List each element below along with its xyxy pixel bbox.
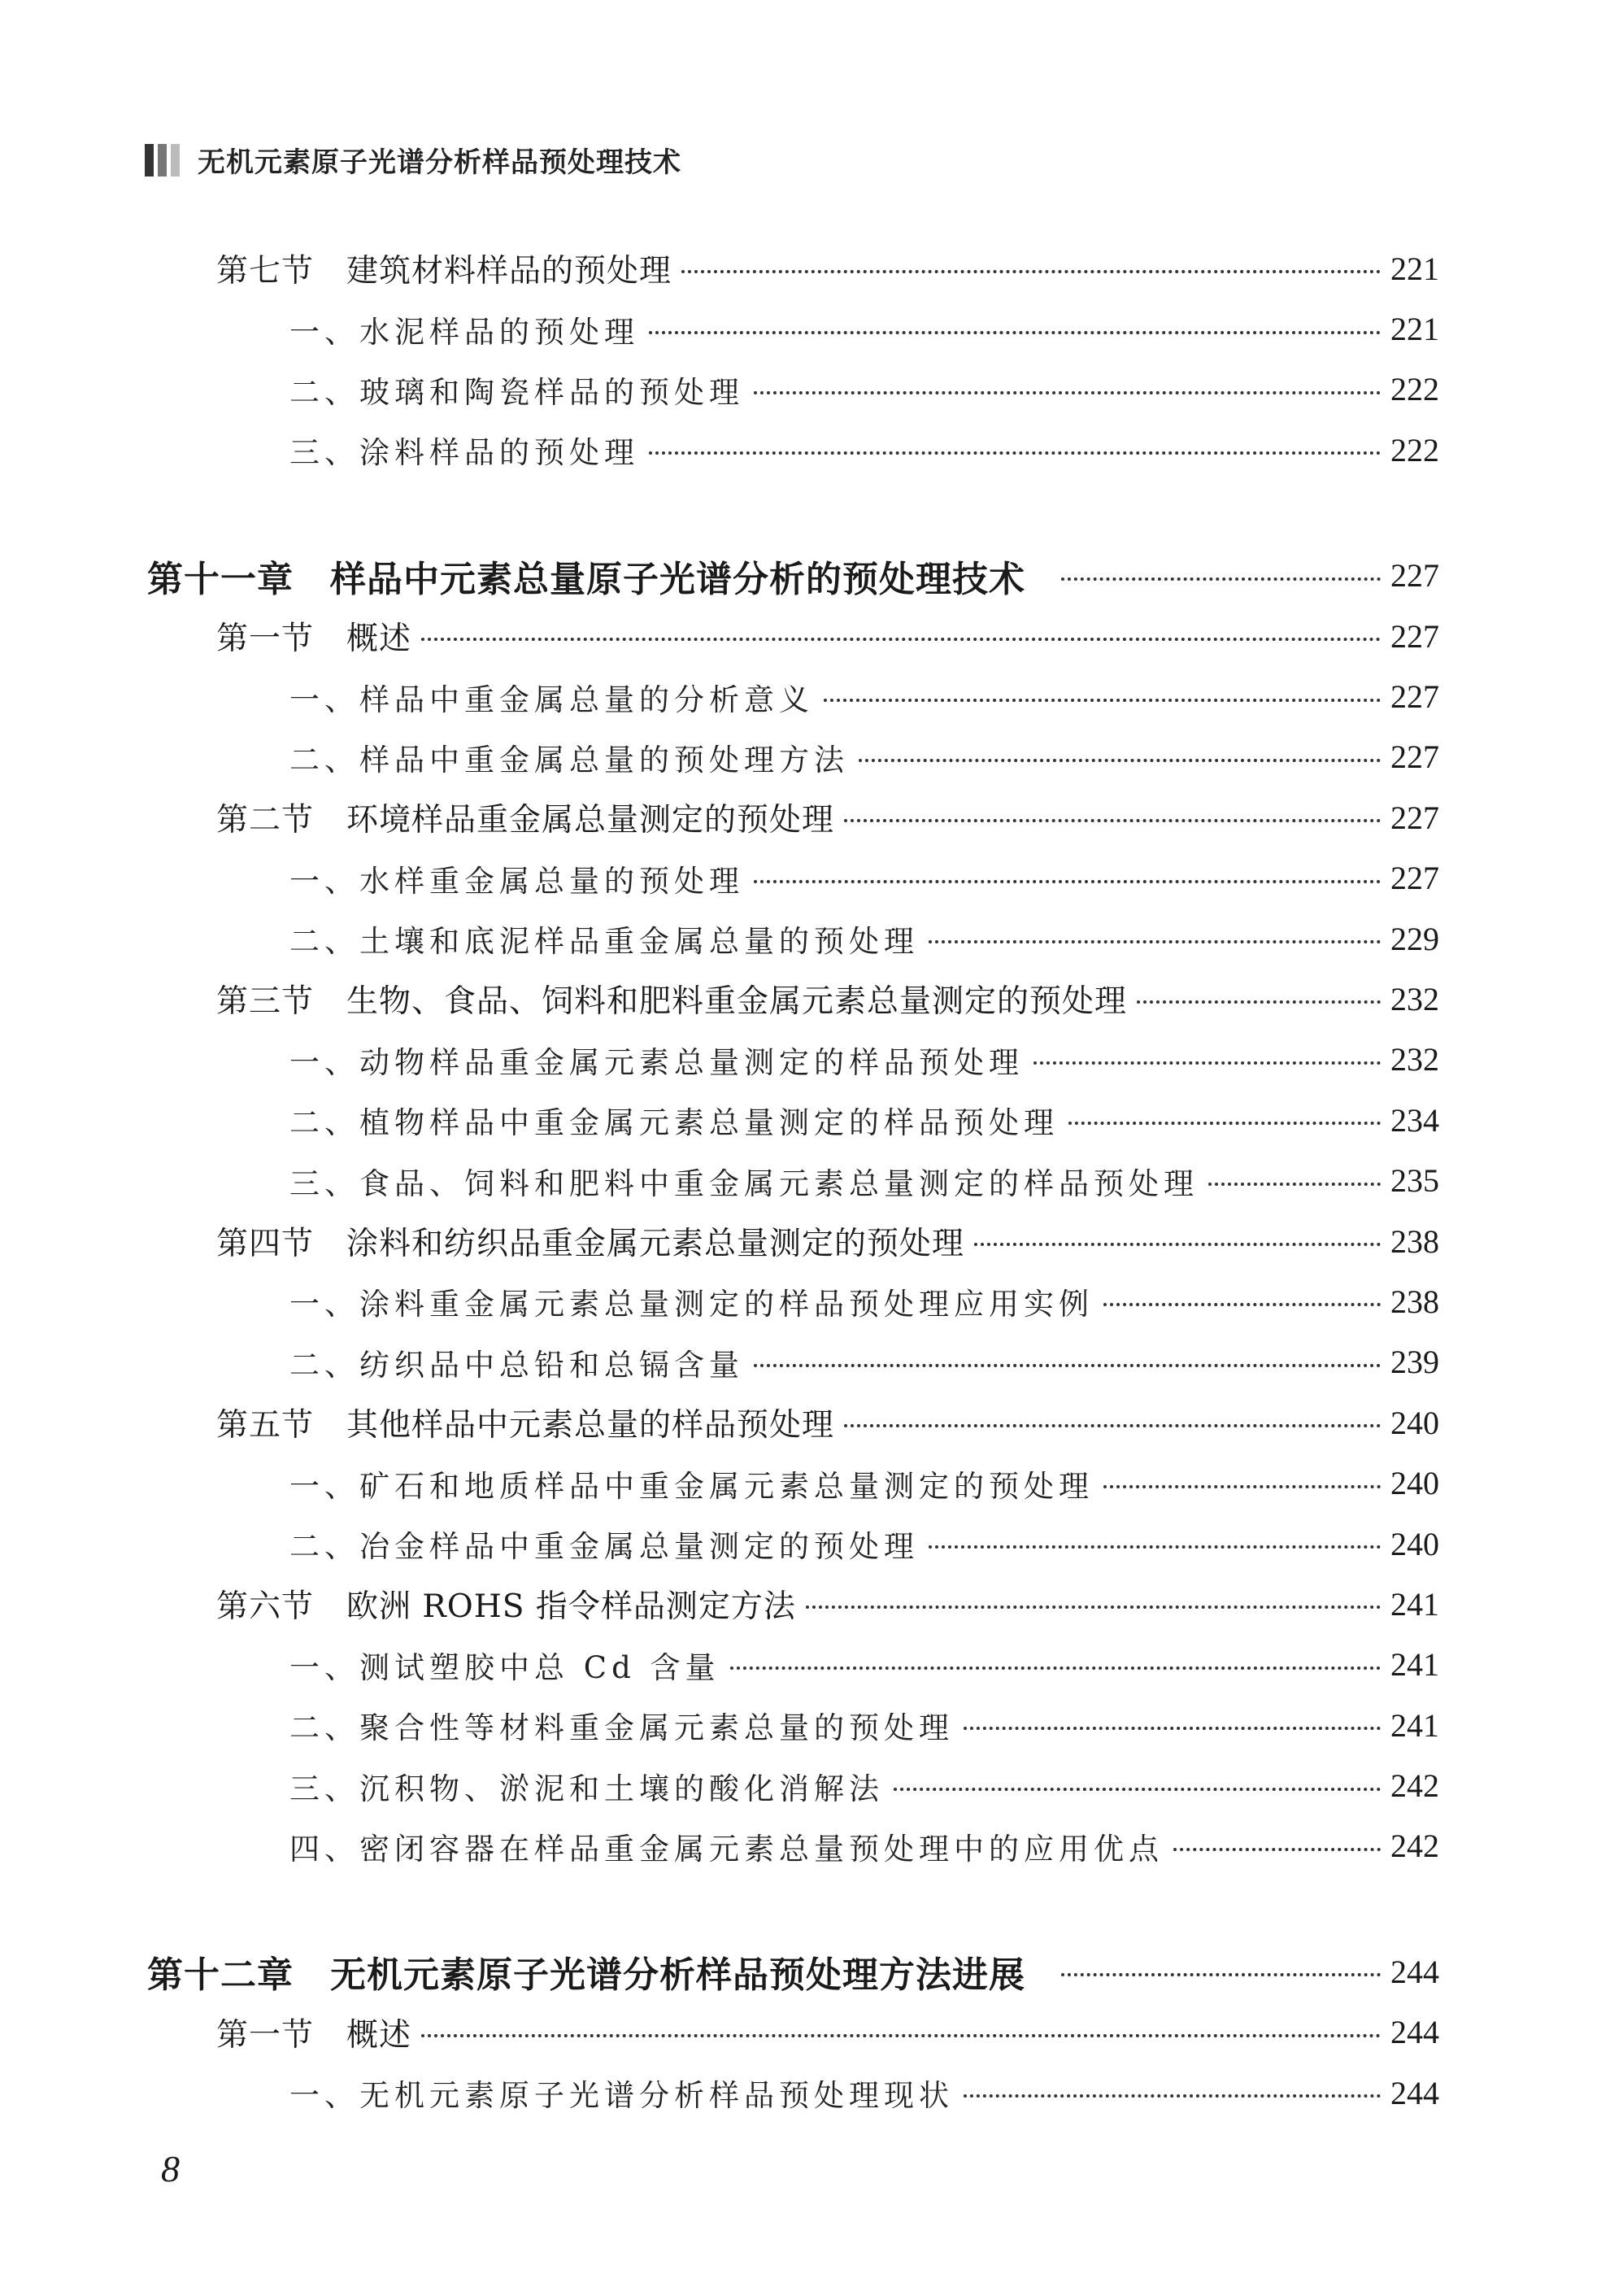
toc-entry-title: 第六节 欧洲 ROHS 指令样品测定方法 bbox=[216, 1588, 796, 1626]
toc-entry-page: 235 bbox=[1390, 1162, 1439, 1200]
toc-entry-title: 二、聚合性等材料重金属元素总量的预处理 bbox=[289, 1710, 954, 1746]
dot-leader bbox=[1033, 1061, 1381, 1065]
toc-entry-title: 一、无机元素原子光谱分析样品预处理现状 bbox=[289, 2078, 954, 2114]
dot-leader bbox=[1137, 1000, 1381, 1004]
dot-leader bbox=[1068, 1122, 1381, 1125]
dot-leader bbox=[964, 2094, 1381, 2098]
toc-entry-title: 一、矿石和地质样品中重金属元素总量测定的预处理 bbox=[289, 1468, 1094, 1504]
book-title: 无机元素原子光谱分析样品预处理技术 bbox=[198, 146, 681, 179]
toc-entry-title: 二、纺织品中总铅和总镉含量 bbox=[289, 1347, 744, 1383]
toc-entry-title: 第一节 概述 bbox=[216, 2016, 412, 2054]
toc-entry-title: 一、动物样品重金属元素总量测定的样品预处理 bbox=[289, 1044, 1024, 1080]
toc-entry-title: 第一节 概述 bbox=[216, 621, 412, 658]
toc-entry-title: 第三节 生物、食品、饲料和肥料重金属元素总量测定的预处理 bbox=[216, 983, 1128, 1021]
dot-leader bbox=[1208, 1183, 1381, 1186]
toc-entry-title: 一、涂料重金属元素总量测定的样品预处理应用实例 bbox=[289, 1287, 1094, 1322]
dot-leader bbox=[421, 638, 1381, 641]
toc-section-entry[interactable] bbox=[0, 787, 1623, 847]
dot-leader bbox=[824, 699, 1381, 702]
toc-entry-page: 242 bbox=[1390, 1767, 1439, 1805]
running-head bbox=[145, 140, 681, 180]
toc-entry-page: 227 bbox=[1390, 799, 1439, 836]
dot-leader bbox=[754, 391, 1381, 394]
toc-entry-title: 第四节 涂料和纺织品重金属元素总量测定的预处理 bbox=[216, 1226, 965, 1263]
dot-leader bbox=[1061, 1973, 1381, 1976]
dot-leader bbox=[649, 331, 1381, 334]
toc-section-entry[interactable] bbox=[0, 1574, 1623, 1634]
toc-entry-title: 三、涂料样品的预处理 bbox=[289, 435, 639, 471]
toc-item-entry[interactable] bbox=[0, 848, 1623, 908]
header-bars-decoration bbox=[145, 144, 180, 176]
toc-entry-page: 234 bbox=[1390, 1101, 1439, 1139]
dot-leader bbox=[929, 1545, 1381, 1549]
toc-item-entry[interactable] bbox=[0, 908, 1623, 969]
toc-item-entry[interactable] bbox=[0, 1695, 1623, 1755]
dot-leader bbox=[859, 759, 1381, 762]
dot-leader bbox=[649, 451, 1381, 455]
toc-entry-page: 244 bbox=[1390, 2074, 1439, 2111]
toc-item-entry[interactable] bbox=[0, 2063, 1623, 2123]
toc-entry-page: 241 bbox=[1390, 1646, 1439, 1684]
toc-section-entry[interactable] bbox=[0, 606, 1623, 666]
dot-leader bbox=[964, 1727, 1381, 1730]
dot-leader bbox=[1061, 577, 1381, 581]
toc-entry-title: 一、样品中重金属总量的分析意义 bbox=[289, 682, 814, 717]
toc-entry-title: 三、食品、饲料和肥料中重金属元素总量测定的样品预处理 bbox=[289, 1165, 1199, 1201]
toc-entry-page: 244 bbox=[1390, 1953, 1439, 1990]
dot-leader bbox=[730, 1666, 1381, 1670]
toc-entry-page: 240 bbox=[1390, 1525, 1439, 1562]
toc-chapter-entry[interactable] bbox=[0, 1941, 1623, 2002]
toc-entry-page: 241 bbox=[1390, 1706, 1439, 1744]
toc-section-entry[interactable] bbox=[0, 969, 1623, 1029]
toc-section-entry[interactable] bbox=[0, 1211, 1623, 1271]
dot-leader bbox=[844, 819, 1381, 822]
toc-chapter-entry[interactable] bbox=[0, 546, 1623, 606]
toc-entry-page: 244 bbox=[1390, 2014, 1439, 2051]
toc-entry-page: 227 bbox=[1390, 617, 1439, 655]
toc-entry-title: 二、土壤和底泥样品重金属总量的预处理 bbox=[289, 924, 919, 960]
toc-entry-title: 第五节 其他样品中元素总量的样品预处理 bbox=[216, 1407, 835, 1444]
toc-entry-title: 四、密闭容器在样品重金属元素总量预处理中的应用优点 bbox=[289, 1831, 1164, 1867]
toc-section-entry[interactable] bbox=[0, 1392, 1623, 1453]
page-number: 8 bbox=[161, 2148, 180, 2189]
toc-entry-page: 229 bbox=[1390, 920, 1439, 957]
toc-section-entry[interactable] bbox=[0, 238, 1623, 298]
toc-item-entry[interactable] bbox=[0, 1150, 1623, 1210]
toc-item-entry[interactable] bbox=[0, 1271, 1623, 1331]
toc-entry-title: 二、样品中重金属总量的预处理方法 bbox=[289, 742, 849, 778]
dot-leader bbox=[974, 1243, 1381, 1246]
toc-entry-page: 227 bbox=[1390, 738, 1439, 776]
toc-entry-title: 第十一章 样品中元素总量原子光谱分析的预处理技术 bbox=[147, 558, 1025, 600]
dot-leader bbox=[1173, 1848, 1381, 1851]
toc-entry-title: 一、水样重金属总量的预处理 bbox=[289, 863, 744, 899]
toc-entry-page: 221 bbox=[1390, 250, 1439, 287]
toc-entry-page: 239 bbox=[1390, 1344, 1439, 1381]
toc-entry-page: 242 bbox=[1390, 1828, 1439, 1865]
toc-entry-page: 232 bbox=[1390, 980, 1439, 1017]
dot-leader bbox=[929, 940, 1381, 943]
toc-item-entry[interactable] bbox=[0, 298, 1623, 359]
toc-entry-title: 第七节 建筑材料样品的预处理 bbox=[216, 253, 672, 290]
toc-entry-page: 222 bbox=[1390, 371, 1439, 408]
toc-entry-page: 238 bbox=[1390, 1283, 1439, 1320]
dot-leader bbox=[894, 1788, 1381, 1791]
dot-leader bbox=[754, 1364, 1381, 1367]
toc-entry-page: 240 bbox=[1390, 1404, 1439, 1441]
toc-entry-title: 一、测试塑胶中总 Cd 含量 bbox=[289, 1649, 720, 1685]
toc-entry-page: 222 bbox=[1390, 431, 1439, 468]
toc-item-entry[interactable] bbox=[0, 1453, 1623, 1513]
toc-item-entry[interactable] bbox=[0, 359, 1623, 420]
toc-item-entry[interactable] bbox=[0, 1332, 1623, 1392]
toc-item-entry[interactable] bbox=[0, 666, 1623, 726]
toc-section-entry[interactable] bbox=[0, 2002, 1623, 2063]
toc-item-entry[interactable] bbox=[0, 727, 1623, 787]
dot-leader bbox=[1103, 1303, 1381, 1306]
toc-entry-title: 二、冶金样品中重金属总量测定的预处理 bbox=[289, 1529, 919, 1564]
toc-entry-title: 一、水泥样品的预处理 bbox=[289, 314, 639, 350]
toc-entry-page: 227 bbox=[1390, 860, 1439, 897]
dot-leader bbox=[844, 1424, 1381, 1427]
toc-entry-page: 232 bbox=[1390, 1041, 1439, 1078]
header-bar bbox=[145, 144, 154, 176]
toc-entry-page: 240 bbox=[1390, 1465, 1439, 1502]
toc-item-entry[interactable] bbox=[0, 1514, 1623, 1574]
toc-entry-title: 二、植物样品中重金属元素总量测定的样品预处理 bbox=[289, 1105, 1059, 1141]
toc-entry-title: 第二节 环境样品重金属总量测定的预处理 bbox=[216, 802, 835, 839]
toc-entry-page: 227 bbox=[1390, 557, 1439, 595]
toc-item-entry[interactable] bbox=[0, 1090, 1623, 1150]
toc-item-entry[interactable] bbox=[0, 420, 1623, 480]
table-of-contents bbox=[0, 238, 1623, 2123]
toc-entry-title: 第十二章 无机元素原子光谱分析样品预处理方法进展 bbox=[147, 1954, 1025, 1997]
header-bar bbox=[158, 144, 167, 176]
toc-entry-page: 227 bbox=[1390, 678, 1439, 716]
dot-leader bbox=[1103, 1485, 1381, 1488]
toc-item-entry[interactable] bbox=[0, 1755, 1623, 1815]
toc-entry-page: 238 bbox=[1390, 1222, 1439, 1260]
dot-leader bbox=[754, 880, 1381, 883]
header-bar bbox=[171, 144, 180, 176]
toc-item-entry[interactable] bbox=[0, 1030, 1623, 1090]
toc-item-entry[interactable] bbox=[0, 1635, 1623, 1695]
toc-entry-page: 221 bbox=[1390, 311, 1439, 348]
dot-leader bbox=[806, 1605, 1381, 1609]
toc-entry-title: 二、玻璃和陶瓷样品的预处理 bbox=[289, 374, 744, 410]
toc-entry-page: 241 bbox=[1390, 1585, 1439, 1623]
dot-leader bbox=[681, 270, 1381, 273]
toc-item-entry[interactable] bbox=[0, 1816, 1623, 1876]
dot-leader bbox=[421, 2034, 1381, 2037]
toc-entry-title: 三、沉积物、淤泥和土壤的酸化消解法 bbox=[289, 1771, 884, 1806]
